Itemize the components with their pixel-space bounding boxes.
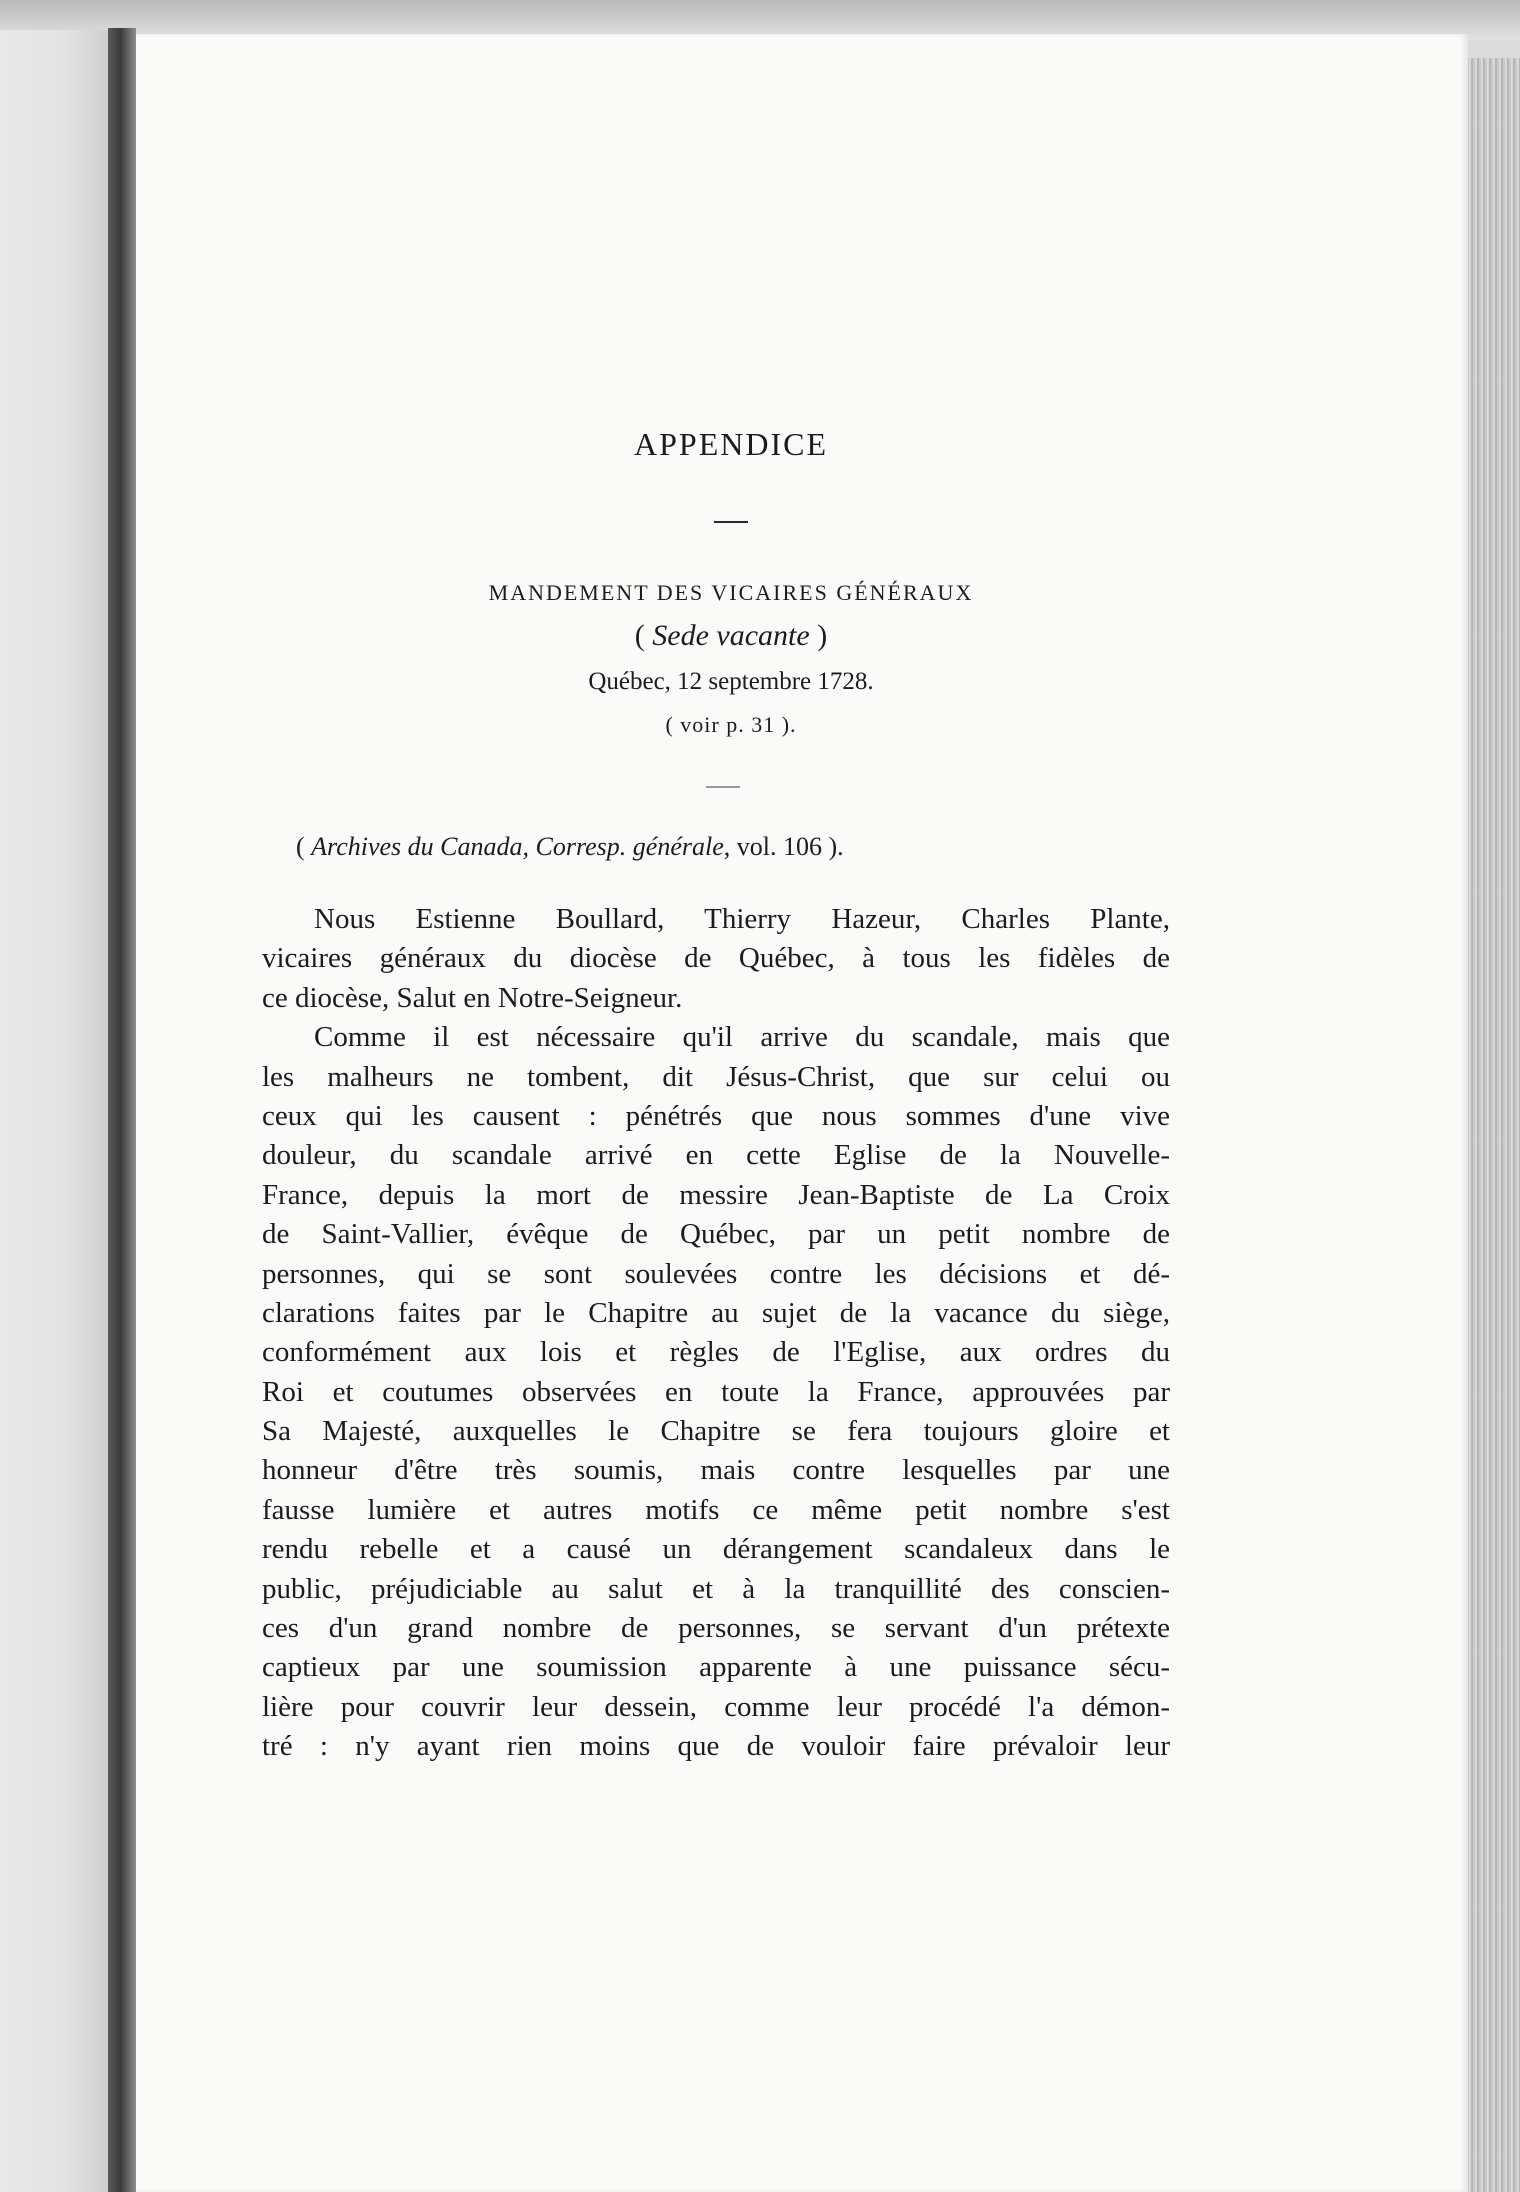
section-rule [706, 786, 740, 788]
text-line: douleur, du scandale arrivé en cette Eglise de la Nouvelle- [262, 1139, 1170, 1172]
source-open-paren: ( [296, 832, 312, 861]
left-page-edge [0, 30, 108, 2192]
sede-vacante-text: Sede vacante [652, 619, 810, 652]
document-title: MANDEMENT DES VICAIRES GÉNÉRAUX [488, 580, 974, 605]
text-line: Comme il est nécessaire qu'il arrive du scandale, mais que [314, 1021, 1170, 1054]
text-line: ce diocèse, Salut en Notre-Seigneur. [262, 981, 683, 1014]
source-citation [296, 830, 844, 864]
page-heading: APPENDICE [633, 426, 828, 462]
text-line: les malheurs ne tombent, dit Jésus-Christ, que sur celui ou [262, 1060, 1170, 1093]
text-line: France, depuis la mort de messire Jean-Baptiste de La Croix [262, 1178, 1170, 1211]
text-line: Nous Estienne Boullard, Thierry Hazeur, Charles Plante, [314, 903, 1170, 935]
page-stack-edge [1468, 58, 1520, 2192]
text-line: fausse lumière et autres motifs ce même petit nombre s'est [262, 1493, 1170, 1526]
text-line: rendu rebelle et a causé un dérangement scandaleux dans le [262, 1533, 1170, 1566]
source-volume: , vol. 106 ). [723, 832, 844, 861]
text-line: ceux qui les causent : pénétrés que nous sommes d'une vive [262, 1099, 1170, 1132]
sede-open-paren: ( [634, 619, 653, 652]
place-date: Québec, 12 septembre 1728. [588, 668, 874, 695]
text-line: lière pour couvrir leur dessein, comme leur procédé l'a démon- [262, 1690, 1170, 1723]
text-line: conformément aux lois et règles de l'Eglise, aux ordres du [262, 1336, 1170, 1369]
text-line: captieux par une soumission apparente à une puissance sécu- [262, 1651, 1170, 1684]
text-line: de Saint-Vallier, évêque de Québec, par un petit nombre de [262, 1218, 1170, 1251]
text-line: clarations faites par le Chapitre au sujet de la vacance du siège, [262, 1296, 1170, 1329]
binding-shadow [108, 28, 136, 2192]
text-line: vicaires généraux du diocèse de Québec, à tous les fidèles de [262, 942, 1170, 975]
text-line: personnes, qui se sont soulevées contre les décisions et dé- [262, 1257, 1170, 1290]
sede-close-paren: ) [809, 619, 828, 652]
text-line: Sa Majesté, auxquelles le Chapitre se fera toujours gloire et [262, 1415, 1170, 1448]
source-archive: Archives du Canada, Corresp. générale [311, 832, 724, 861]
text-line: public, préjudiciable au salut et à la tranquillité des conscien- [262, 1572, 1170, 1605]
text-line: honneur d'être très soumis, mais contre lesquelles par une [262, 1454, 1170, 1487]
page-reference: ( voir p. 31 ). [665, 712, 797, 737]
text-line: Roi et coutumes observées en toute la France, approuvées par [262, 1375, 1170, 1408]
text-line: ces d'un grand nombre de personnes, se servant d'un prétexte [262, 1612, 1170, 1645]
heading-rule [714, 521, 748, 523]
sede-vacante-line [136, 618, 1326, 654]
text-line: tré : n'y ayant rien moins que de vouloir faire prévaloir leur [262, 1730, 1170, 1763]
body-text [262, 900, 1170, 1767]
